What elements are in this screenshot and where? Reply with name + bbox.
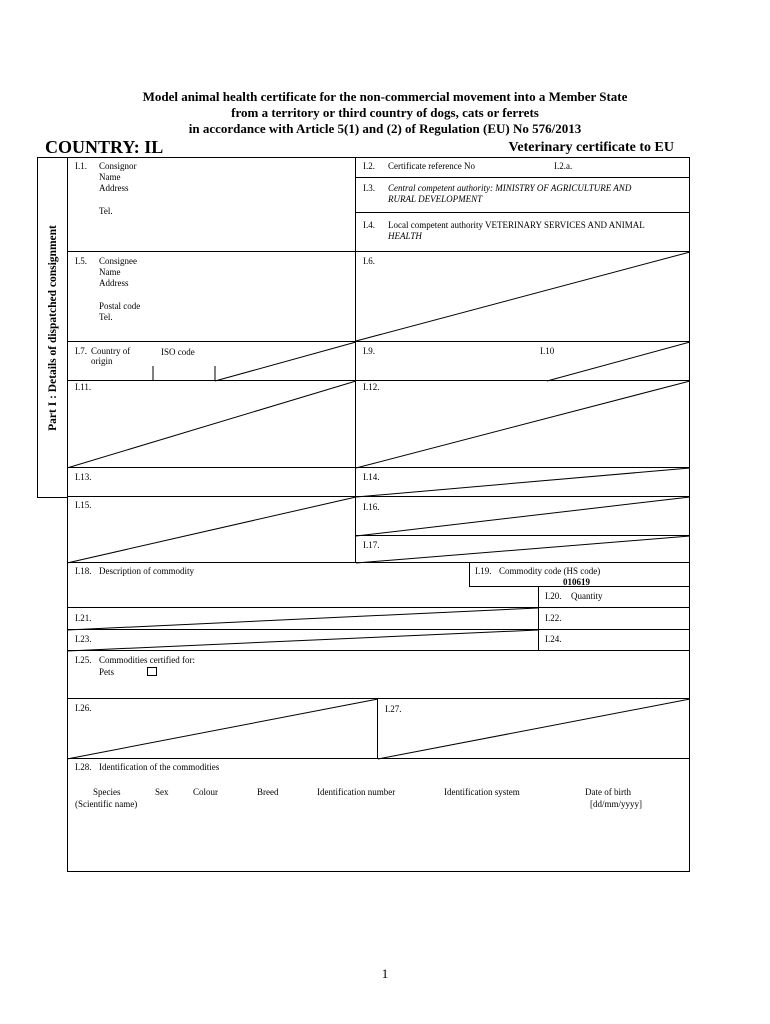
i3-num: I.3. — [363, 183, 375, 193]
country-label: COUNTRY: IL — [45, 137, 164, 157]
i14-num: I.14. — [363, 472, 380, 482]
i19-num: I.19. — [475, 566, 492, 576]
i23-num: I.23. — [75, 634, 92, 644]
box-i27[interactable] — [377, 698, 690, 759]
vet-cert-label: Veterinary certificate to EU — [508, 140, 674, 155]
box-i13[interactable] — [67, 467, 356, 497]
i27-num: I.27. — [385, 704, 402, 714]
i26-num: I.26. — [75, 703, 92, 713]
i11-num: I.11. — [75, 382, 92, 392]
box-i16[interactable] — [355, 496, 690, 536]
i22-num: I.22. — [545, 613, 562, 623]
i4-line2: HEALTH — [388, 231, 422, 241]
i7-country-of: Country of — [91, 346, 131, 356]
box-i6[interactable] — [355, 251, 690, 342]
title-line-2: from a territory or third country of dogs, cats or ferrets — [231, 105, 539, 120]
i5-postal-code: Postal code — [99, 301, 141, 311]
box-i12[interactable] — [355, 380, 690, 468]
i5-tel: Tel. — [99, 312, 113, 322]
i7-num: I.7. — [75, 346, 87, 356]
title-line-3: in accordance with Article 5(1) and (2) of Regulation (EU) No 576/2013 — [188, 121, 582, 136]
i5-num: I.5. — [75, 256, 87, 266]
col-id-number: Identification number — [317, 787, 396, 797]
i24-num: I.24. — [545, 634, 562, 644]
box-i26[interactable] — [67, 698, 378, 759]
page-number: 1 — [381, 966, 389, 981]
col-sex: Sex — [155, 787, 169, 797]
i2-label: Certificate reference No — [388, 161, 475, 171]
i1-tel: Tel. — [99, 206, 113, 216]
i19-hs-code: 010619 — [563, 577, 590, 587]
i25-num: I.25. — [75, 655, 92, 665]
i21-num: I.21. — [75, 613, 92, 623]
part-one-side-label — [37, 157, 67, 498]
i9-num: I.9. — [363, 346, 375, 356]
box-i15[interactable] — [67, 496, 356, 563]
i7-origin: origin — [91, 356, 113, 366]
i3-line2: RURAL DEVELOPMENT — [388, 194, 483, 204]
i28-num: I.28. — [75, 762, 92, 772]
col-date-of-birth: Date of birth — [585, 787, 631, 797]
i12-num: I.12. — [363, 382, 380, 392]
col-dob-format: [dd/mm/yyyy] — [590, 799, 642, 809]
i4-line1: Local competent authority VETERINARY SERVICES AND ANIMAL — [388, 220, 645, 230]
i25-label: Commodities certified for: — [99, 655, 195, 665]
i19-label: Commodity code (HS code) — [499, 566, 601, 576]
col-breed: Breed — [257, 787, 279, 797]
i28-label: Identification of the commodities — [99, 762, 220, 772]
i20-num: I.20. — [545, 591, 562, 601]
i16-num: I.16. — [363, 502, 380, 512]
i15-num: I.15. — [75, 500, 92, 510]
box-i17[interactable] — [355, 535, 690, 563]
i5-consignee: Consignee — [99, 256, 137, 266]
i1-num: I.1. — [75, 161, 87, 171]
i5-address: Address — [99, 278, 129, 288]
i2a-label: I.2.a. — [554, 161, 573, 171]
i13-num: I.13. — [75, 472, 92, 482]
i25-pets-label: Pets — [99, 667, 115, 677]
title-line-1: Model animal health certificate for the non-commercial movement into a Member State — [142, 89, 628, 104]
i7-iso-code: ISO code — [161, 347, 195, 357]
i20-quantity: Quantity — [571, 591, 603, 601]
i3-line1: Central competent authority: MINISTRY OF AGRICULTURE AND — [388, 183, 632, 193]
col-colour: Colour — [193, 787, 219, 797]
i17-num: I.17. — [363, 540, 380, 550]
col-species: Species — [93, 787, 121, 797]
i10-num: I.10 — [540, 346, 555, 356]
i18-num: I.18. — [75, 566, 92, 576]
box-i11[interactable] — [67, 380, 356, 468]
box-i28[interactable] — [67, 758, 690, 872]
col-id-system: Identification system — [444, 787, 520, 797]
i5-name: Name — [99, 267, 121, 277]
i1-consignor: Consignor — [99, 161, 137, 171]
i1-address: Address — [99, 183, 129, 193]
i1-name: Name — [99, 172, 121, 182]
i4-num: I.4. — [363, 220, 375, 230]
i2-num: I.2. — [363, 161, 375, 171]
box-i14[interactable] — [355, 467, 690, 497]
i18-label: Description of commodity — [99, 566, 194, 576]
col-species-sci: (Scientific name) — [75, 799, 138, 809]
side-label-text: Part I : Details of dispatched consignment — [47, 225, 59, 431]
pets-checkbox[interactable] — [147, 667, 157, 676]
i6-num: I.6. — [363, 256, 375, 266]
box-i9[interactable] — [355, 341, 690, 381]
